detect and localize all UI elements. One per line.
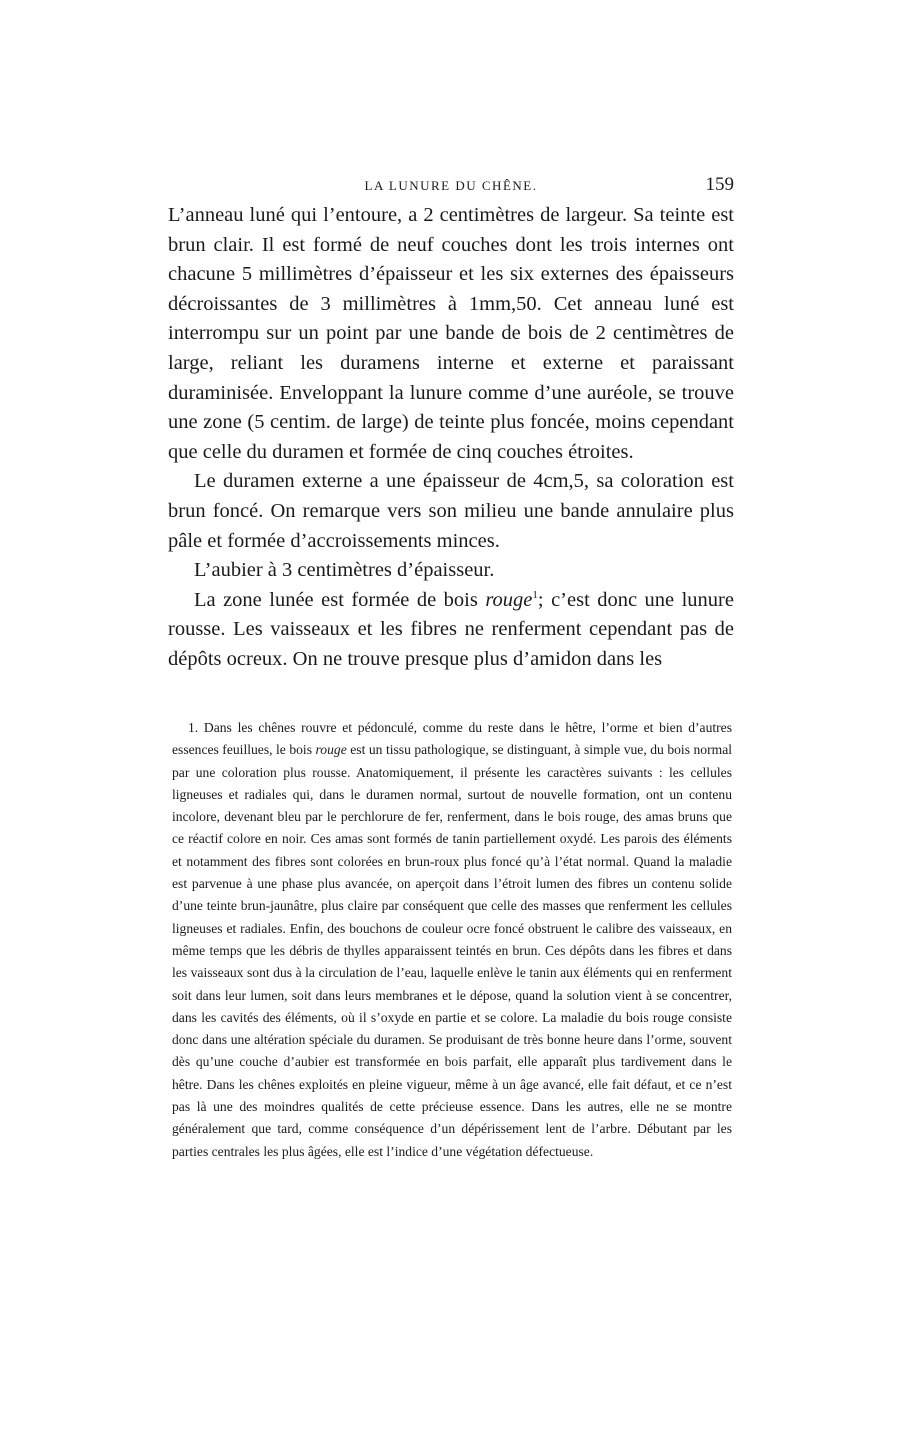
zone-lunee-text-start: La zone lunée est formée de bois — [194, 588, 486, 611]
footnote-body: est un tissu pathologique, se distinguant, à simple vue, du bois normal par une coloration plus rousse. Anatomiquement, il présente les caractères suivants : les cellules ligneuses et radiales qui, dans le duramen normal, surtout de nouvelle formation, ont un contenu incolore, devenant bleu par le perchlorure de fer, renferment, dans le bois rouge, des amas bruns que ce réactif colore en noir. Ces amas sont formés de tanin partiellement oxydé. Les parois des éléments et notamment des fibres sont colorées en brun-roux plus foncé qu’à l’état normal. Quand la maladie est parvenue à une phase plus avancée, on aperçoit dans l’étroit lumen des fibres un contenu solide d’une teinte brun-jaunâtre, plus claire par conséquent que celle des masses que renferment les cellules ligneuses et radiales. Enfin, des bouchons de couleur ocre foncé obstruent le calibre des vaisseaux, en même temps que les débris de thylles apparaissent teintés en brun. Ces dépôts dans les fibres et dans les vaisseaux sont dus à la circulation de l’eau, laquelle enlève le tanin aux éléments qui en renferment soit dans leur lumen, soit dans leurs membranes et le dépose, quand la solution vient à se concentrer, dans les cavités des éléments, où il s’oxyde en partie et se colore. La maladie du bois rouge consiste donc dans une altération spéciale du duramen. Se produisant de très bonne heure dans l’orme, souvent dès qu’une couche d’aubier est transformée en bois parfait, elle apparaît plus tardivement dans le hêtre. Dans les chênes exploités en pleine vigueur, même à un âge avancé, elle fait défaut, et ce n’est pas là une des moindres qualités de cette précieuse essence. Dans les autres, elle ne se montre généralement que tard, comme conséquence d’un dépérissement lent de l’arbre. Débutant par les parties centrales les plus âgées, elle est l’indice d’une végétation défectueuse. — [172, 742, 733, 1159]
footnote-marker: 1 — [532, 588, 538, 601]
running-head — [168, 174, 734, 198]
page-number: 159 — [705, 174, 734, 195]
footnote-paragraph — [172, 717, 732, 1163]
paragraph-zone-lunee — [168, 586, 734, 675]
paragraph-aubier: L’aubier à 3 centimètres d’épaisseur. — [194, 559, 495, 582]
footnote — [172, 717, 732, 1163]
footnote-emphasis: rouge — [315, 742, 347, 758]
zone-lunee-text-end: ; c’est donc une lunure rousse. Les vaisseaux et les fibres ne renferment cependant pas de dépôts ocreux. On ne trouve presque plus d’amidon dans les — [168, 588, 734, 670]
zone-lunee-emphasis: rouge — [485, 588, 533, 611]
body-text — [168, 201, 734, 675]
footnote-lead: 1. Dans les chênes rouvre et pédonculé, comme du reste dans le hêtre, l’orme et bien d’autres essences feuillues, le bois — [172, 720, 732, 758]
paragraph-duramen-externe: Le duramen externe a une épaisseur de 4cm,5, sa coloration est brun foncé. On remarque vers son milieu une bande annulaire plus pâle et formée d’accroissements minces. — [168, 470, 734, 552]
running-title: LA LUNURE DU CHÊNE. — [364, 178, 538, 193]
paragraph-anneau-lune: L’anneau luné qui l’entoure, a 2 centimètres de largeur. Sa teinte est brun clair. Il est formé de neuf couches dont les trois internes ont chacune 5 millimètres d’épaisseur et les six externes des épaisseurs décroissantes de 3 millimètres à 1mm,50. Cet anneau luné est interrompu sur un point par une bande de bois de 2 centimètres de large, reliant les duramens interne et externe et paraissant duraminisée. Enveloppant la lunure comme d’une auréole, se trouve une zone (5 centim. de large) de teinte plus foncée, moins cependant que celle du duramen et formée de cinq couches étroites. — [168, 204, 734, 463]
